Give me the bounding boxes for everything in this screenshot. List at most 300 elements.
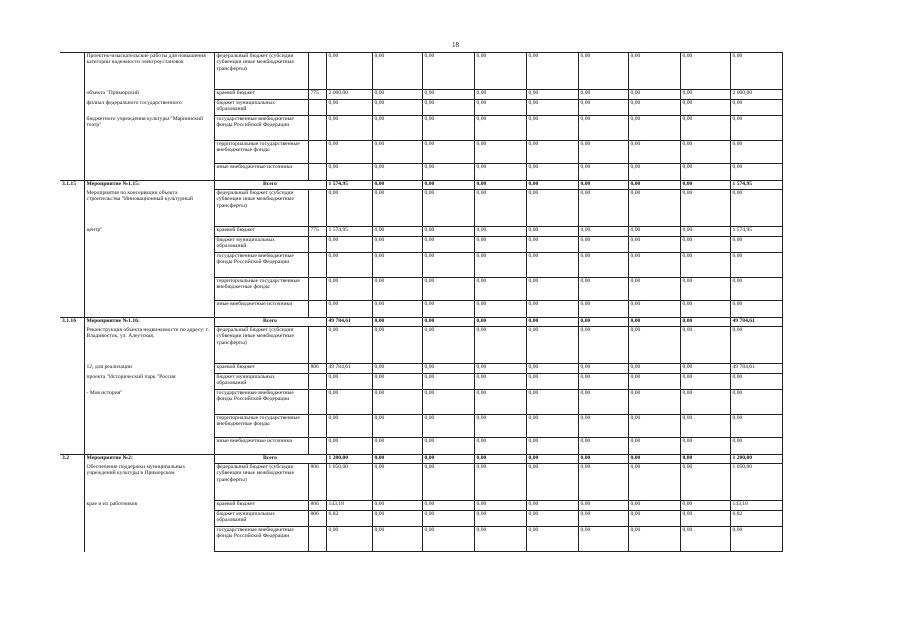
grbs-code-cell [308, 301, 326, 318]
value-cell: 0,00 [628, 164, 680, 181]
value-cell: 0,00 [474, 318, 526, 327]
value-cell: 0,00 [578, 53, 628, 90]
funding-source-cell: краевой бюджет [214, 501, 308, 511]
value-cell: 0,00 [578, 116, 628, 141]
value-cell: 0,00 [372, 390, 422, 415]
measure-name-text: центр" [86, 226, 103, 233]
table-row [60, 327, 782, 364]
value-cell: 0,00 [372, 327, 422, 364]
measure-name-text: объекта "Приморский [86, 89, 139, 96]
value-cell: 0,00 [422, 415, 474, 438]
measure-number-cell [60, 90, 84, 100]
table-row [60, 227, 782, 237]
measure-name-cell [84, 374, 214, 390]
funding-source-cell: бюджет муниципальных образований [214, 374, 308, 390]
value-cell: 0,00 [628, 511, 680, 527]
value-cell: 0,00 [526, 527, 578, 552]
table-row [60, 90, 782, 100]
measure-number-cell [60, 527, 84, 552]
value-cell: 0,00 [578, 278, 628, 301]
value-cell: 0,00 [526, 501, 578, 511]
value-cell: 0,00 [474, 390, 526, 415]
measure-number-cell [60, 464, 84, 501]
value-cell: 0,00 [578, 464, 628, 501]
measure-name-cell [84, 253, 214, 278]
grbs-code-cell [308, 190, 326, 227]
measure-number-cell [60, 190, 84, 227]
value-cell: 0,00 [526, 438, 578, 455]
value-cell: 0,00 [526, 90, 578, 100]
value-cell: 0,00 [326, 253, 372, 278]
value-cell: 0,00 [578, 501, 628, 511]
value-cell: 0,00 [730, 301, 782, 318]
measure-name-text: бюджетного учреждения культуры "Мариинский театр" [86, 115, 204, 128]
value-cell: 0,00 [628, 141, 680, 164]
measure-name-text: 12, для реализации [86, 363, 132, 370]
measure-name-cell [84, 415, 214, 438]
measure-number-cell [60, 253, 84, 278]
value-cell: 0,00 [730, 164, 782, 181]
value-cell: 0,00 [628, 464, 680, 501]
value-cell: 0,00 [372, 527, 422, 552]
value-cell: 0,00 [578, 164, 628, 181]
measure-number-cell [60, 116, 84, 141]
value-cell: 0,00 [372, 464, 422, 501]
value-cell: 1 050,00 [730, 464, 782, 501]
table-row [60, 237, 782, 253]
grbs-code-cell: 775 [308, 90, 326, 100]
grbs-code-cell: 806 [308, 364, 326, 374]
table-row [60, 116, 782, 141]
value-cell: 0,00 [372, 181, 422, 190]
measure-name-text: Проектно-изыскательские работы для повышения категории надежности электроустановок [86, 53, 206, 66]
table-row [60, 253, 782, 278]
value-cell: 0,00 [628, 374, 680, 390]
value-cell: 0,00 [730, 253, 782, 278]
value-cell: 0,00 [526, 464, 578, 501]
value-cell: 0,00 [474, 116, 526, 141]
value-cell: 0,00 [422, 327, 474, 364]
value-cell: 0,00 [680, 301, 730, 318]
value-cell: 0,00 [422, 227, 474, 237]
value-cell: 0,00 [372, 53, 422, 90]
measure-number-cell [60, 390, 84, 415]
value-cell: 0,00 [730, 190, 782, 227]
value-cell: 0,00 [422, 141, 474, 164]
value-cell: 0,00 [578, 511, 628, 527]
table-row [60, 364, 782, 374]
value-cell: 0,00 [628, 390, 680, 415]
funding-source-cell: государственные внебюджетные фонды Российской Федерации [214, 390, 308, 415]
value-cell: 1 574,95 [326, 227, 372, 237]
value-cell: 0,00 [730, 116, 782, 141]
value-cell: 0,00 [628, 364, 680, 374]
value-cell: 0,00 [526, 227, 578, 237]
value-cell: 0,00 [526, 415, 578, 438]
funding-source-cell: иные внебюджетные источники [214, 301, 308, 318]
value-cell: 0,00 [372, 511, 422, 527]
value-cell: 0,00 [474, 164, 526, 181]
value-cell: 49 784,61 [730, 364, 782, 374]
value-cell: 0,00 [422, 116, 474, 141]
funding-source-cell: государственные внебюджетные фонды Российской Федерации [214, 253, 308, 278]
funding-source-cell: краевой бюджет [214, 227, 308, 237]
value-cell: 0,00 [422, 100, 474, 116]
value-cell: 0,00 [526, 278, 578, 301]
measure-name-cell [84, 116, 214, 141]
measure-number-cell [60, 501, 84, 511]
measure-name-cell [84, 227, 214, 237]
value-cell: 0,00 [578, 190, 628, 227]
funding-source-cell: бюджет муниципальных образований [214, 511, 308, 527]
measure-name-cell [84, 53, 214, 90]
table-row [60, 53, 782, 90]
value-cell: 0,00 [372, 100, 422, 116]
value-cell: 0,00 [526, 237, 578, 253]
measure-name-cell [84, 438, 214, 455]
funding-source-cell: территориальные государственные внебюджетные фонды [214, 415, 308, 438]
value-cell: 0,00 [628, 181, 680, 190]
measure-name-text: Мероприятие №1.16: [86, 318, 140, 324]
value-cell: 0,00 [372, 90, 422, 100]
value-cell: 1 200,00 [326, 455, 372, 464]
value-cell: 0,00 [422, 253, 474, 278]
value-cell: 49 784,61 [326, 318, 372, 327]
value-cell: 0,00 [474, 301, 526, 318]
measure-name-text: филиал федерального государственного [86, 99, 182, 106]
value-cell: 0,00 [526, 53, 578, 90]
value-cell: 0,00 [372, 164, 422, 181]
value-cell: 0,00 [372, 501, 422, 511]
measure-name-cell [84, 237, 214, 253]
value-cell: 0,00 [578, 100, 628, 116]
value-cell: 0,00 [474, 227, 526, 237]
measure-name-text: крае и их работников [86, 500, 138, 507]
value-cell: 0,00 [474, 190, 526, 227]
grbs-code-cell [308, 116, 326, 141]
value-cell: 0,00 [578, 374, 628, 390]
value-cell: 6,82 [326, 511, 372, 527]
value-cell: 0,00 [474, 415, 526, 438]
value-cell: 0,00 [628, 278, 680, 301]
value-cell: 0,00 [680, 237, 730, 253]
value-cell: 0,00 [730, 278, 782, 301]
value-cell: 0,00 [628, 455, 680, 464]
value-cell: 0,00 [628, 301, 680, 318]
measure-name-cell [84, 327, 214, 364]
measure-name-cell [84, 141, 214, 164]
table-row [60, 438, 782, 455]
measure-number-cell [60, 164, 84, 181]
value-cell: 0,00 [326, 327, 372, 364]
value-cell: 0,00 [526, 100, 578, 116]
value-cell: 0,00 [578, 455, 628, 464]
table-row [60, 100, 782, 116]
value-cell: 0,00 [578, 141, 628, 164]
grbs-code-cell [308, 278, 326, 301]
table-row [60, 464, 782, 501]
value-cell: 0,00 [680, 116, 730, 141]
value-cell: 0,00 [474, 327, 526, 364]
funding-source-cell: федеральный бюджет (субсидии субвенции иные межбюджетные трансферты) [214, 327, 308, 364]
value-cell: 0,00 [474, 374, 526, 390]
funding-source-cell: государственные внебюджетные фонды Российской Федерации [214, 116, 308, 141]
measure-number-cell [60, 415, 84, 438]
value-cell: 1 574,95 [730, 181, 782, 190]
value-cell: 0,00 [730, 53, 782, 90]
value-cell: 0,00 [422, 90, 474, 100]
grbs-code-cell [308, 415, 326, 438]
value-cell: 0,00 [730, 327, 782, 364]
value-cell: 0,00 [578, 301, 628, 318]
value-cell: 1 200,00 [730, 455, 782, 464]
value-cell: 0,00 [422, 190, 474, 227]
value-cell: 49 784,61 [326, 364, 372, 374]
measure-name-cell [84, 301, 214, 318]
value-cell: 143,18 [730, 501, 782, 511]
measure-number-cell [60, 53, 84, 90]
value-cell: 0,00 [474, 141, 526, 164]
grbs-code-cell [308, 527, 326, 552]
value-cell: 0,00 [578, 364, 628, 374]
total-row [60, 455, 782, 464]
grbs-code-cell: 806 [308, 501, 326, 511]
measure-number-cell [60, 511, 84, 527]
measure-name-cell [84, 181, 214, 190]
funding-source-cell: бюджет муниципальных образований [214, 237, 308, 253]
value-cell: 0,00 [422, 455, 474, 464]
value-cell: 0,00 [578, 181, 628, 190]
value-cell: 0,00 [422, 164, 474, 181]
measure-name-text: Мероприятия по консервации объекта строительства "Инновационный культурный [86, 189, 193, 202]
measure-name-cell [84, 190, 214, 227]
value-cell: 0,00 [474, 527, 526, 552]
value-cell: 0,00 [730, 374, 782, 390]
value-cell: 0,00 [680, 364, 730, 374]
value-cell: 0,00 [422, 511, 474, 527]
value-cell: 0,00 [326, 141, 372, 164]
value-cell: 0,00 [474, 237, 526, 253]
grbs-code-cell [308, 327, 326, 364]
grbs-code-cell [308, 438, 326, 455]
funding-source-cell: государственные внебюджетные фонды Российской Федерации [214, 527, 308, 552]
value-cell: 0,00 [422, 301, 474, 318]
grbs-code-cell [308, 141, 326, 164]
measure-name-cell [84, 390, 214, 415]
funding-source-cell: иные внебюджетные источники [214, 438, 308, 455]
measure-name-text: Обеспечение поддержки муниципальных учреждений культуры в Приморском [86, 463, 186, 476]
value-cell: 0,00 [526, 164, 578, 181]
grbs-code-cell: 806 [308, 511, 326, 527]
value-cell: 0,00 [680, 141, 730, 164]
value-cell: 0,00 [680, 227, 730, 237]
grbs-code-cell [308, 53, 326, 90]
value-cell: 0,00 [628, 501, 680, 511]
table-row [60, 374, 782, 390]
value-cell: 0,00 [372, 116, 422, 141]
value-cell: 0,00 [628, 53, 680, 90]
value-cell: 0,00 [628, 90, 680, 100]
value-cell: 0,00 [326, 164, 372, 181]
value-cell: 0,00 [680, 374, 730, 390]
value-cell: 0,00 [526, 511, 578, 527]
value-cell: 0,00 [372, 301, 422, 318]
value-cell: 0,00 [628, 116, 680, 141]
measure-name-text: - Моя история" [86, 389, 123, 396]
value-cell: 0,00 [628, 190, 680, 227]
value-cell: 0,00 [526, 253, 578, 278]
table-row [60, 527, 782, 552]
value-cell: 0,00 [730, 100, 782, 116]
measure-number-cell: 3.2 [60, 455, 84, 464]
value-cell: 0,00 [680, 455, 730, 464]
value-cell: 0,00 [474, 438, 526, 455]
value-cell: 0,00 [326, 190, 372, 227]
value-cell: 0,00 [474, 364, 526, 374]
value-cell: 0,00 [422, 278, 474, 301]
measure-name-cell [84, 100, 214, 116]
measure-number-cell: 3.1.15 [60, 181, 84, 190]
value-cell: 0,00 [526, 390, 578, 415]
value-cell: 0,00 [628, 438, 680, 455]
total-row [60, 318, 782, 327]
value-cell: 0,00 [326, 278, 372, 301]
value-cell: 0,00 [578, 227, 628, 237]
grbs-code-cell [308, 253, 326, 278]
value-cell: 0,00 [474, 181, 526, 190]
value-cell: 0,00 [326, 415, 372, 438]
value-cell: 0,00 [628, 415, 680, 438]
funding-source-cell: иные внебюджетные источники [214, 164, 308, 181]
value-cell: 0,00 [326, 116, 372, 141]
measure-name-cell [84, 464, 214, 501]
table-row [60, 511, 782, 527]
measure-number-cell [60, 100, 84, 116]
value-cell: 0,00 [680, 53, 730, 90]
value-cell: 0,00 [680, 501, 730, 511]
grbs-code-cell [308, 164, 326, 181]
measure-name-cell [84, 455, 214, 464]
table-row [60, 390, 782, 415]
value-cell: 0,00 [422, 181, 474, 190]
value-cell: 0,00 [680, 390, 730, 415]
measure-name-cell [84, 90, 214, 100]
value-cell: 0,00 [474, 90, 526, 100]
grbs-code-cell [308, 237, 326, 253]
total-row [60, 181, 782, 190]
measure-name-cell [84, 278, 214, 301]
value-cell: 0,00 [578, 415, 628, 438]
value-cell: 0,00 [474, 278, 526, 301]
value-cell: 0,00 [526, 364, 578, 374]
value-cell: 0,00 [730, 390, 782, 415]
value-cell: 0,00 [422, 364, 474, 374]
value-cell: 0,00 [422, 318, 474, 327]
value-cell: 0,00 [628, 227, 680, 237]
table-row [60, 301, 782, 318]
funding-source-cell: бюджет муниципальных образований [214, 100, 308, 116]
measure-name-text: Реконструкция объекта недвижимости по адресу: г. Владивосток, ул. Алеутская, [86, 326, 209, 339]
measure-name-cell [84, 527, 214, 552]
value-cell: 0,00 [680, 164, 730, 181]
value-cell: 0,00 [422, 464, 474, 501]
value-cell: 0,00 [680, 527, 730, 552]
value-cell: 0,00 [372, 318, 422, 327]
value-cell: 0,00 [680, 415, 730, 438]
funding-source-cell: территориальные государственные внебюджетные фонды [214, 141, 308, 164]
value-cell: 0,00 [578, 237, 628, 253]
measure-number-cell [60, 227, 84, 237]
value-cell: 0,00 [372, 227, 422, 237]
value-cell: 0,00 [372, 253, 422, 278]
value-cell: 0,00 [680, 464, 730, 501]
measure-number-cell [60, 364, 84, 374]
table-row [60, 415, 782, 438]
table-row [60, 501, 782, 511]
value-cell: 0,00 [474, 455, 526, 464]
value-cell: 0,00 [372, 374, 422, 390]
value-cell: 0,00 [526, 301, 578, 318]
funding-source-cell: федеральный бюджет (субсидии субвенции иные межбюджетные трансферты) [214, 464, 308, 501]
value-cell: 0,00 [628, 100, 680, 116]
value-cell: 0,00 [422, 438, 474, 455]
measure-name-cell [84, 164, 214, 181]
value-cell: 2 000,00 [326, 90, 372, 100]
value-cell: 0,00 [628, 327, 680, 364]
value-cell: 0,00 [326, 100, 372, 116]
value-cell: 0,00 [680, 318, 730, 327]
value-cell: 0,00 [526, 455, 578, 464]
value-cell: 0,00 [372, 364, 422, 374]
value-cell: 0,00 [326, 438, 372, 455]
value-cell: 0,00 [326, 390, 372, 415]
value-cell: 0,00 [372, 190, 422, 227]
measure-name-text: проекта "Исторический парк "Россия [86, 373, 176, 380]
value-cell: 0,00 [730, 438, 782, 455]
value-cell: 0,00 [474, 501, 526, 511]
value-cell: 0,00 [628, 253, 680, 278]
value-cell: 0,00 [526, 318, 578, 327]
value-cell: 0,00 [526, 374, 578, 390]
measure-number-cell [60, 141, 84, 164]
value-cell: 0,00 [680, 100, 730, 116]
value-cell: 0,00 [422, 501, 474, 511]
grbs-code-cell: 775 [308, 227, 326, 237]
total-label: Всего [214, 181, 326, 190]
value-cell: 0,00 [680, 190, 730, 227]
value-cell: 0,00 [680, 181, 730, 190]
value-cell: 0,00 [474, 53, 526, 90]
funding-source-cell: территориальные государственные внебюджетные фонды [214, 278, 308, 301]
value-cell: 0,00 [422, 237, 474, 253]
value-cell: 0,00 [326, 53, 372, 90]
value-cell: 0,00 [474, 100, 526, 116]
value-cell: 0,00 [422, 527, 474, 552]
value-cell: 0,00 [730, 527, 782, 552]
table-row [60, 190, 782, 227]
total-label: Всего [214, 318, 326, 327]
value-cell: 0,00 [730, 141, 782, 164]
value-cell: 0,00 [680, 278, 730, 301]
value-cell: 0,00 [422, 390, 474, 415]
value-cell: 0,00 [526, 327, 578, 364]
value-cell: 0,00 [526, 190, 578, 227]
value-cell: 0,00 [628, 527, 680, 552]
measure-name-cell [84, 318, 214, 327]
value-cell: 0,00 [326, 237, 372, 253]
value-cell: 0,00 [578, 253, 628, 278]
measure-name-cell [84, 364, 214, 374]
